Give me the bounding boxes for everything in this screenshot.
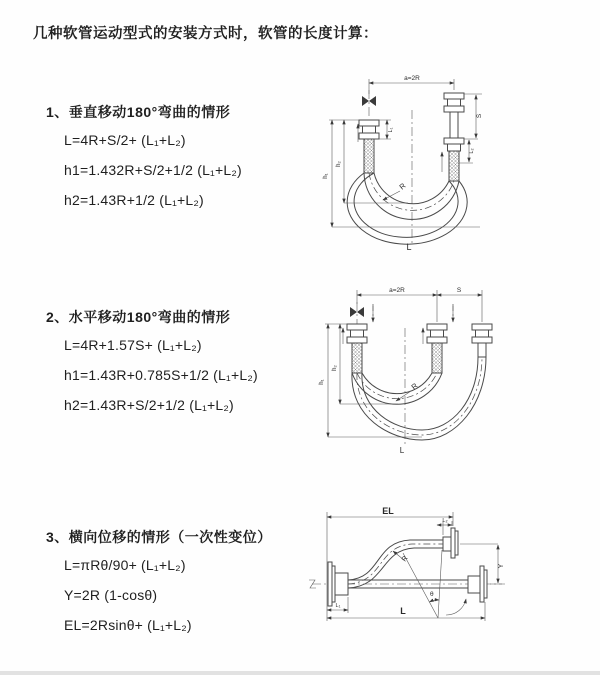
label-a2r: a=2R [404,75,420,82]
right-flange-original [468,566,487,602]
section-2-formula-h1: h1=1.43R+0.785S+1/2 (L₁+L₂) [64,367,258,383]
section-2-formula-h2: h2=1.43R+S/2+1/2 (L₁+L₂) [64,397,234,413]
section-3-formula-Y: Y=2R (1-cosθ) [64,587,158,603]
dimension-l [327,558,485,621]
dimension-a2r-s [357,287,482,322]
label-s: S [456,287,462,294]
label-r: R [400,554,410,564]
label-h2: h₂ [336,161,342,167]
dimension-s-l2 [459,94,483,163]
label-s: S [476,113,483,119]
label-theta: θ [430,591,434,598]
section-1-formula-L: L=4R+S/2+ (L₁+L₂) [64,132,186,148]
travel-indicators [373,304,453,322]
centerlines [357,302,405,444]
section-2-formula-L: L=4R+1.57S+ (L₁+L₂) [64,337,202,353]
label-r: R [409,381,420,392]
s-curve-hose-displaced [348,540,443,588]
label-l1: L₁ [335,603,341,609]
section-3-formula-L: L=πRθ/90+ (L₁+L₂) [64,557,186,573]
label-l-bottom: L [406,242,412,252]
label-h1: h₁ [323,173,329,179]
u-bend-hose [352,357,486,440]
moving-connector-position-a [423,324,447,373]
label-h1: h₁ [319,379,325,385]
centerlines [369,90,412,246]
dimension-l2 [437,518,452,535]
right-hose-connector [442,93,464,181]
section-1-formula-h1: h1=1.432R+S/2+1/2 (L₁+L₂) [64,162,242,178]
dimension-radius [396,381,420,401]
label-l: L [400,606,406,616]
section-1-formula-h2: h2=1.43R+1/2 (L₁+L₂) [64,192,204,208]
label-el: EL [382,506,394,516]
dimension-a2r [369,75,454,94]
left-hose-connector [358,120,379,173]
upper-flange-displaced [443,528,458,558]
label-h2: h₂ [332,365,338,371]
section-3-heading: 3、横向位移的情形（一次性变位） [46,529,272,545]
left-flange [328,562,348,606]
section-1-heading: 1、垂直移动180°弯曲的情形 [46,104,231,120]
diagram-vertical-180-bend [312,70,592,260]
label-a2r: a=2R [389,287,405,294]
label-r: R [397,181,408,192]
page-title: 几种软管运动型式的安装方式时，软管的长度计算： [33,26,378,42]
dimension-radius [393,551,410,563]
label-l1: L₁ [388,127,394,133]
diagram-lateral-displacement [300,500,595,655]
dimension-radius [383,181,408,200]
label-l2: L₂ [442,518,448,524]
fixed-hose-connector [343,324,367,373]
section-3-formula-EL: EL=2Rsinθ+ (L₁+L₂) [64,617,192,633]
moving-connector-position-b [472,324,492,357]
label-l-bottom: L [399,446,405,455]
u-bend-hose [347,173,467,244]
label-y: Y [498,563,505,569]
diagram-horizontal-180-bend [310,282,595,457]
section-2-heading: 2、水平移动180°弯曲的情形 [46,309,231,325]
dimension-el [327,506,453,558]
label-l2: L₂ [469,148,475,154]
